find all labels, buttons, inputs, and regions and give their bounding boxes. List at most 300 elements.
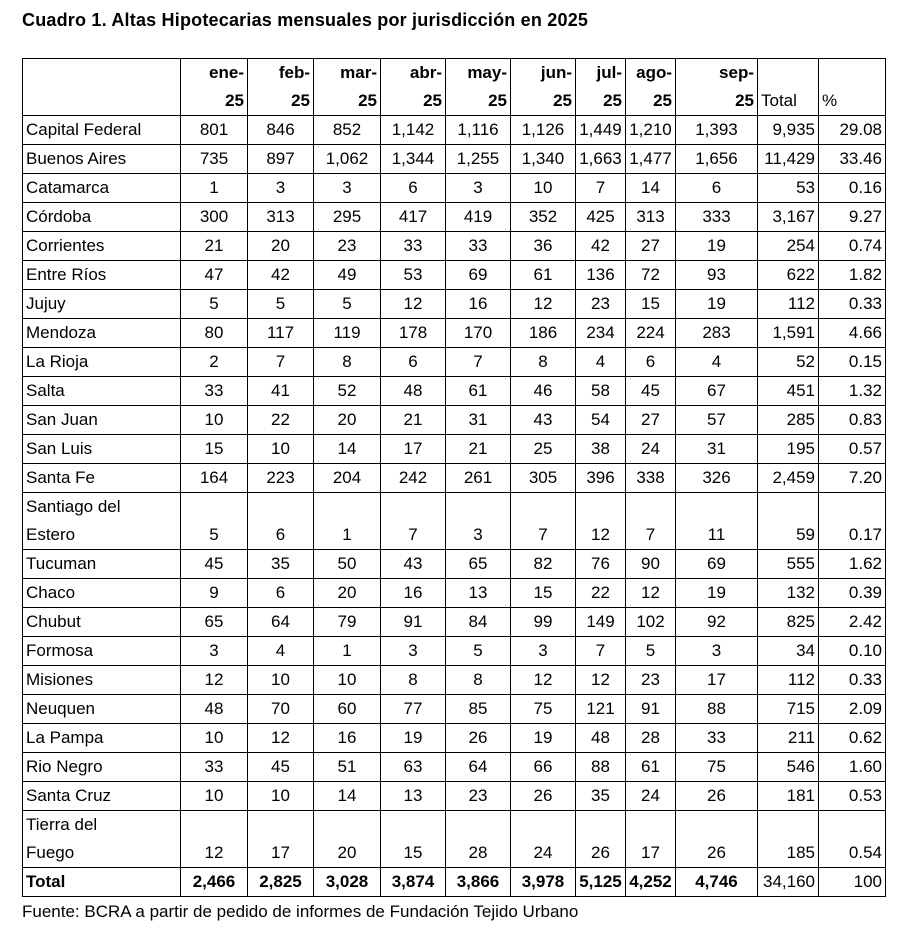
jurisdiction-name: Neuquen <box>26 699 96 718</box>
month-value-cell: 14 <box>314 782 381 811</box>
month-value-cell: 7 <box>446 348 511 377</box>
month-value-cell: 64 <box>446 753 511 782</box>
row-total-cell: 211 <box>758 724 819 753</box>
month-value-cell: 27 <box>626 406 676 435</box>
month-value-cell: 16 <box>446 290 511 319</box>
table-row <box>23 406 886 435</box>
month-header-line2: 25 <box>488 91 507 110</box>
month-value-cell: 91 <box>381 608 446 637</box>
month-value-cell: 24 <box>626 782 676 811</box>
month-value-cell: 12 <box>511 666 576 695</box>
month-value-cell: 326 <box>676 464 758 493</box>
month-value-cell: 2,466 <box>181 868 248 897</box>
row-percent-cell: 0.54 <box>819 811 886 868</box>
month-value-cell: 69 <box>446 261 511 290</box>
month-value-cell: 1,656 <box>676 145 758 174</box>
month-value-cell: 20 <box>248 232 314 261</box>
jurisdiction-cell <box>23 666 181 695</box>
month-value-cell: 21 <box>446 435 511 464</box>
month-value-cell: 23 <box>576 290 626 319</box>
month-value-cell: 17 <box>381 435 446 464</box>
month-value-cell: 19 <box>676 232 758 261</box>
month-value-cell: 33 <box>676 724 758 753</box>
month-value-cell: 6 <box>248 493 314 550</box>
month-header-line1: sep- <box>719 63 754 82</box>
percent-header: % <box>819 59 886 116</box>
month-value-cell: 3 <box>511 637 576 666</box>
month-value-cell: 1,142 <box>381 116 446 145</box>
month-header-line1: ago- <box>636 63 672 82</box>
month-value-cell: 7 <box>381 493 446 550</box>
month-value-cell: 17 <box>676 666 758 695</box>
month-value-cell: 164 <box>181 464 248 493</box>
month-value-cell: 19 <box>676 579 758 608</box>
month-value-cell: 33 <box>381 232 446 261</box>
month-header-line1: may- <box>467 63 507 82</box>
month-value-cell: 75 <box>511 695 576 724</box>
month-value-cell: 12 <box>626 579 676 608</box>
month-value-cell: 49 <box>314 261 381 290</box>
row-total-cell: 1,591 <box>758 319 819 348</box>
month-value-cell: 33 <box>446 232 511 261</box>
jurisdiction-cell <box>23 261 181 290</box>
row-total-cell: 285 <box>758 406 819 435</box>
month-value-cell: 17 <box>248 811 314 868</box>
row-percent-cell: 100 <box>819 868 886 897</box>
month-value-cell: 19 <box>381 724 446 753</box>
month-value-cell: 801 <box>181 116 248 145</box>
month-value-cell: 41 <box>248 377 314 406</box>
month-value-cell: 88 <box>676 695 758 724</box>
month-value-cell: 12 <box>181 811 248 868</box>
month-value-cell: 63 <box>381 753 446 782</box>
month-value-cell: 234 <box>576 319 626 348</box>
row-total-cell: 555 <box>758 550 819 579</box>
jurisdiction-cell <box>23 232 181 261</box>
month-value-cell: 333 <box>676 203 758 232</box>
month-value-cell: 16 <box>381 579 446 608</box>
month-value-cell: 14 <box>626 174 676 203</box>
row-total-cell: 3,167 <box>758 203 819 232</box>
month-value-cell: 15 <box>181 435 248 464</box>
month-value-cell: 42 <box>576 232 626 261</box>
month-value-cell: 33 <box>181 753 248 782</box>
month-value-cell: 283 <box>676 319 758 348</box>
month-value-cell: 6 <box>381 174 446 203</box>
month-value-cell: 61 <box>446 377 511 406</box>
jurisdiction-name: San Luis <box>26 439 93 458</box>
month-value-cell: 26 <box>576 811 626 868</box>
row-percent-cell: 0.17 <box>819 493 886 550</box>
table-row <box>23 782 886 811</box>
month-value-cell: 35 <box>248 550 314 579</box>
table-row <box>23 232 886 261</box>
jurisdiction-name: Tucuman <box>26 554 97 573</box>
month-value-cell: 4 <box>248 637 314 666</box>
month-value-cell: 6 <box>626 348 676 377</box>
row-percent-cell: 9.27 <box>819 203 886 232</box>
month-header-line1: abr- <box>409 63 442 82</box>
month-value-cell: 31 <box>676 435 758 464</box>
month-value-cell: 1,062 <box>314 145 381 174</box>
month-value-cell: 10 <box>181 406 248 435</box>
row-percent-cell: 1.62 <box>819 550 886 579</box>
month-value-cell: 102 <box>626 608 676 637</box>
month-value-cell: 261 <box>446 464 511 493</box>
month-value-cell: 43 <box>511 406 576 435</box>
jurisdiction-name: Santiago del <box>26 497 121 516</box>
month-value-cell: 52 <box>314 377 381 406</box>
jurisdiction-name: Formosa <box>26 641 94 660</box>
month-header <box>248 59 314 116</box>
month-value-cell: 3 <box>314 174 381 203</box>
month-value-cell: 48 <box>576 724 626 753</box>
month-value-cell: 54 <box>576 406 626 435</box>
jurisdiction-name: Fuego <box>26 843 75 862</box>
jurisdiction-name: Chaco <box>26 583 76 602</box>
month-value-cell: 242 <box>381 464 446 493</box>
month-value-cell: 12 <box>576 666 626 695</box>
month-value-cell: 7 <box>576 637 626 666</box>
table-row <box>23 637 886 666</box>
row-total-cell: 254 <box>758 232 819 261</box>
jurisdiction-name: Buenos Aires <box>26 149 127 168</box>
row-total-cell: 11,429 <box>758 145 819 174</box>
month-value-cell: 735 <box>181 145 248 174</box>
month-value-cell: 1 <box>314 493 381 550</box>
jurisdiction-cell <box>23 868 181 897</box>
jurisdiction-cell <box>23 377 181 406</box>
month-value-cell: 204 <box>314 464 381 493</box>
month-value-cell: 10 <box>248 435 314 464</box>
month-value-cell: 45 <box>626 377 676 406</box>
month-value-cell: 53 <box>381 261 446 290</box>
month-value-cell: 23 <box>446 782 511 811</box>
jurisdiction-name: Jujuy <box>26 294 66 313</box>
month-value-cell: 64 <box>248 608 314 637</box>
month-value-cell: 65 <box>181 608 248 637</box>
row-percent-cell: 0.10 <box>819 637 886 666</box>
row-percent-cell: 2.42 <box>819 608 886 637</box>
jurisdiction-name: San Juan <box>26 410 98 429</box>
row-total-cell: 59 <box>758 493 819 550</box>
month-value-cell: 121 <box>576 695 626 724</box>
jurisdiction-name: Santa Cruz <box>26 786 112 805</box>
jurisdiction-name: Tierra del <box>26 815 98 834</box>
month-value-cell: 6 <box>676 174 758 203</box>
row-percent-cell: 4.66 <box>819 319 886 348</box>
jurisdiction-name: La Pampa <box>26 728 104 747</box>
month-value-cell: 61 <box>626 753 676 782</box>
month-value-cell: 7 <box>511 493 576 550</box>
table-row <box>23 695 886 724</box>
month-value-cell: 21 <box>181 232 248 261</box>
month-header-line2: 25 <box>225 91 244 110</box>
row-percent-cell: 0.57 <box>819 435 886 464</box>
month-value-cell: 19 <box>676 290 758 319</box>
month-header <box>181 59 248 116</box>
row-total-cell: 622 <box>758 261 819 290</box>
source-note: Fuente: BCRA a partir de pedido de informes de Fundación Tejido Urbano <box>22 902 579 921</box>
month-value-cell: 1,477 <box>626 145 676 174</box>
jurisdiction-cell <box>23 753 181 782</box>
month-value-cell: 6 <box>381 348 446 377</box>
row-total-cell: 715 <box>758 695 819 724</box>
month-value-cell: 93 <box>676 261 758 290</box>
month-value-cell: 80 <box>181 319 248 348</box>
table-row <box>23 377 886 406</box>
jurisdiction-cell <box>23 145 181 174</box>
month-value-cell: 66 <box>511 753 576 782</box>
month-header-line2: 25 <box>653 91 672 110</box>
month-value-cell: 425 <box>576 203 626 232</box>
month-value-cell: 8 <box>511 348 576 377</box>
jurisdiction-cell <box>23 319 181 348</box>
jurisdiction-cell <box>23 348 181 377</box>
month-value-cell: 1,210 <box>626 116 676 145</box>
month-value-cell: 3 <box>676 637 758 666</box>
month-value-cell: 92 <box>676 608 758 637</box>
month-header <box>576 59 626 116</box>
month-value-cell: 88 <box>576 753 626 782</box>
month-value-cell: 4,746 <box>676 868 758 897</box>
table-row <box>23 174 886 203</box>
month-value-cell: 45 <box>181 550 248 579</box>
month-value-cell: 7 <box>248 348 314 377</box>
month-value-cell: 10 <box>511 174 576 203</box>
month-value-cell: 12 <box>181 666 248 695</box>
month-value-cell: 26 <box>676 782 758 811</box>
month-value-cell: 3,978 <box>511 868 576 897</box>
month-value-cell: 1,116 <box>446 116 511 145</box>
row-percent-cell: 0.16 <box>819 174 886 203</box>
month-value-cell: 5,125 <box>576 868 626 897</box>
table-row <box>23 811 886 868</box>
corner-header <box>23 59 181 116</box>
table-row <box>23 435 886 464</box>
month-value-cell: 9 <box>181 579 248 608</box>
month-value-cell: 3 <box>248 174 314 203</box>
month-value-cell: 3,028 <box>314 868 381 897</box>
row-total-cell: 2,459 <box>758 464 819 493</box>
month-value-cell: 5 <box>248 290 314 319</box>
row-percent-cell: 0.53 <box>819 782 886 811</box>
jurisdiction-cell <box>23 116 181 145</box>
month-header-line1: ene- <box>209 63 244 82</box>
month-value-cell: 58 <box>576 377 626 406</box>
month-value-cell: 21 <box>381 406 446 435</box>
month-header-line1: feb- <box>278 63 310 82</box>
month-value-cell: 79 <box>314 608 381 637</box>
jurisdiction-name: Chubut <box>26 612 81 631</box>
month-value-cell: 47 <box>181 261 248 290</box>
jurisdiction-cell <box>23 550 181 579</box>
month-header-line1: mar- <box>340 63 377 82</box>
table-row <box>23 579 886 608</box>
jurisdiction-name: Estero <box>26 525 76 544</box>
month-value-cell: 8 <box>314 348 381 377</box>
month-value-cell: 396 <box>576 464 626 493</box>
month-value-cell: 417 <box>381 203 446 232</box>
month-value-cell: 72 <box>626 261 676 290</box>
month-value-cell: 48 <box>181 695 248 724</box>
month-value-cell: 42 <box>248 261 314 290</box>
month-value-cell: 8 <box>381 666 446 695</box>
jurisdiction-name: Córdoba <box>26 207 92 226</box>
jurisdiction-cell <box>23 493 181 550</box>
row-total-cell: 53 <box>758 174 819 203</box>
row-percent-cell: 1.32 <box>819 377 886 406</box>
row-percent-cell: 1.82 <box>819 261 886 290</box>
month-header-line2: 25 <box>358 91 377 110</box>
month-value-cell: 117 <box>248 319 314 348</box>
month-value-cell: 12 <box>248 724 314 753</box>
month-value-cell: 12 <box>381 290 446 319</box>
month-value-cell: 10 <box>248 782 314 811</box>
table-row <box>23 261 886 290</box>
jurisdiction-cell <box>23 579 181 608</box>
month-header-line2: 25 <box>553 91 572 110</box>
row-total-cell: 9,935 <box>758 116 819 145</box>
month-header-line2: 25 <box>603 91 622 110</box>
total-row <box>23 868 886 897</box>
month-value-cell: 3 <box>446 174 511 203</box>
month-value-cell: 846 <box>248 116 314 145</box>
table-row <box>23 290 886 319</box>
jurisdiction-cell <box>23 695 181 724</box>
month-value-cell: 25 <box>511 435 576 464</box>
month-value-cell: 3 <box>181 637 248 666</box>
month-value-cell: 51 <box>314 753 381 782</box>
table-title: Cuadro 1. Altas Hipotecarias mensuales por jurisdicción en 2025 <box>22 10 589 30</box>
row-percent-cell: 0.15 <box>819 348 886 377</box>
row-percent-cell: 0.33 <box>819 666 886 695</box>
table-row <box>23 464 886 493</box>
total-header: Total <box>758 59 819 116</box>
jurisdiction-name: Capital Federal <box>26 120 142 139</box>
month-header-line1: jul- <box>596 63 622 82</box>
month-value-cell: 2 <box>181 348 248 377</box>
row-total-cell: 34 <box>758 637 819 666</box>
month-value-cell: 10 <box>314 666 381 695</box>
month-value-cell: 119 <box>314 319 381 348</box>
jurisdiction-name: Entre Ríos <box>26 265 107 284</box>
month-value-cell: 43 <box>381 550 446 579</box>
row-percent-cell: 1.60 <box>819 753 886 782</box>
month-value-cell: 1 <box>181 174 248 203</box>
month-value-cell: 35 <box>576 782 626 811</box>
month-value-cell: 24 <box>511 811 576 868</box>
month-value-cell: 10 <box>248 666 314 695</box>
jurisdiction-cell <box>23 724 181 753</box>
jurisdiction-cell <box>23 290 181 319</box>
row-total-cell: 185 <box>758 811 819 868</box>
month-value-cell: 12 <box>511 290 576 319</box>
month-value-cell: 50 <box>314 550 381 579</box>
month-value-cell: 7 <box>626 493 676 550</box>
month-value-cell: 20 <box>314 579 381 608</box>
row-total-cell: 451 <box>758 377 819 406</box>
jurisdiction-cell <box>23 174 181 203</box>
month-value-cell: 13 <box>446 579 511 608</box>
month-value-cell: 6 <box>248 579 314 608</box>
row-total-cell: 34,160 <box>758 868 819 897</box>
jurisdiction-cell <box>23 406 181 435</box>
month-value-cell: 5 <box>446 637 511 666</box>
jurisdiction-cell <box>23 782 181 811</box>
month-value-cell: 82 <box>511 550 576 579</box>
row-percent-cell: 33.46 <box>819 145 886 174</box>
month-value-cell: 3 <box>381 637 446 666</box>
month-value-cell: 23 <box>626 666 676 695</box>
month-value-cell: 313 <box>248 203 314 232</box>
month-header-line2: 25 <box>423 91 442 110</box>
jurisdiction-cell <box>23 203 181 232</box>
row-total-cell: 546 <box>758 753 819 782</box>
jurisdiction-cell <box>23 608 181 637</box>
month-value-cell: 75 <box>676 753 758 782</box>
month-value-cell: 14 <box>314 435 381 464</box>
table-row <box>23 608 886 637</box>
month-value-cell: 136 <box>576 261 626 290</box>
month-value-cell: 26 <box>676 811 758 868</box>
month-value-cell: 38 <box>576 435 626 464</box>
month-value-cell: 17 <box>626 811 676 868</box>
month-value-cell: 419 <box>446 203 511 232</box>
table-row <box>23 145 886 174</box>
month-header <box>676 59 758 116</box>
table-row <box>23 348 886 377</box>
jurisdiction-cell <box>23 435 181 464</box>
month-value-cell: 70 <box>248 695 314 724</box>
month-value-cell: 23 <box>314 232 381 261</box>
month-value-cell: 186 <box>511 319 576 348</box>
month-value-cell: 99 <box>511 608 576 637</box>
month-value-cell: 10 <box>181 782 248 811</box>
month-value-cell: 90 <box>626 550 676 579</box>
month-value-cell: 170 <box>446 319 511 348</box>
month-value-cell: 2,825 <box>248 868 314 897</box>
month-value-cell: 16 <box>314 724 381 753</box>
month-value-cell: 84 <box>446 608 511 637</box>
month-value-cell: 338 <box>626 464 676 493</box>
jurisdiction-name: Total <box>26 872 66 891</box>
jurisdiction-name: Mendoza <box>26 323 96 342</box>
month-value-cell: 76 <box>576 550 626 579</box>
month-value-cell: 3,866 <box>446 868 511 897</box>
month-value-cell: 67 <box>676 377 758 406</box>
month-header-line2: 25 <box>291 91 310 110</box>
month-value-cell: 85 <box>446 695 511 724</box>
month-value-cell: 1,393 <box>676 116 758 145</box>
month-value-cell: 22 <box>248 406 314 435</box>
month-value-cell: 28 <box>626 724 676 753</box>
row-total-cell: 52 <box>758 348 819 377</box>
month-header-line2: 25 <box>735 91 754 110</box>
month-value-cell: 1 <box>314 637 381 666</box>
month-value-cell: 224 <box>626 319 676 348</box>
month-value-cell: 305 <box>511 464 576 493</box>
row-percent-cell: 0.39 <box>819 579 886 608</box>
month-value-cell: 5 <box>181 290 248 319</box>
month-value-cell: 48 <box>381 377 446 406</box>
jurisdiction-name: Catamarca <box>26 178 110 197</box>
row-percent-cell: 0.33 <box>819 290 886 319</box>
month-value-cell: 61 <box>511 261 576 290</box>
month-value-cell: 897 <box>248 145 314 174</box>
month-header <box>314 59 381 116</box>
month-value-cell: 4,252 <box>626 868 676 897</box>
